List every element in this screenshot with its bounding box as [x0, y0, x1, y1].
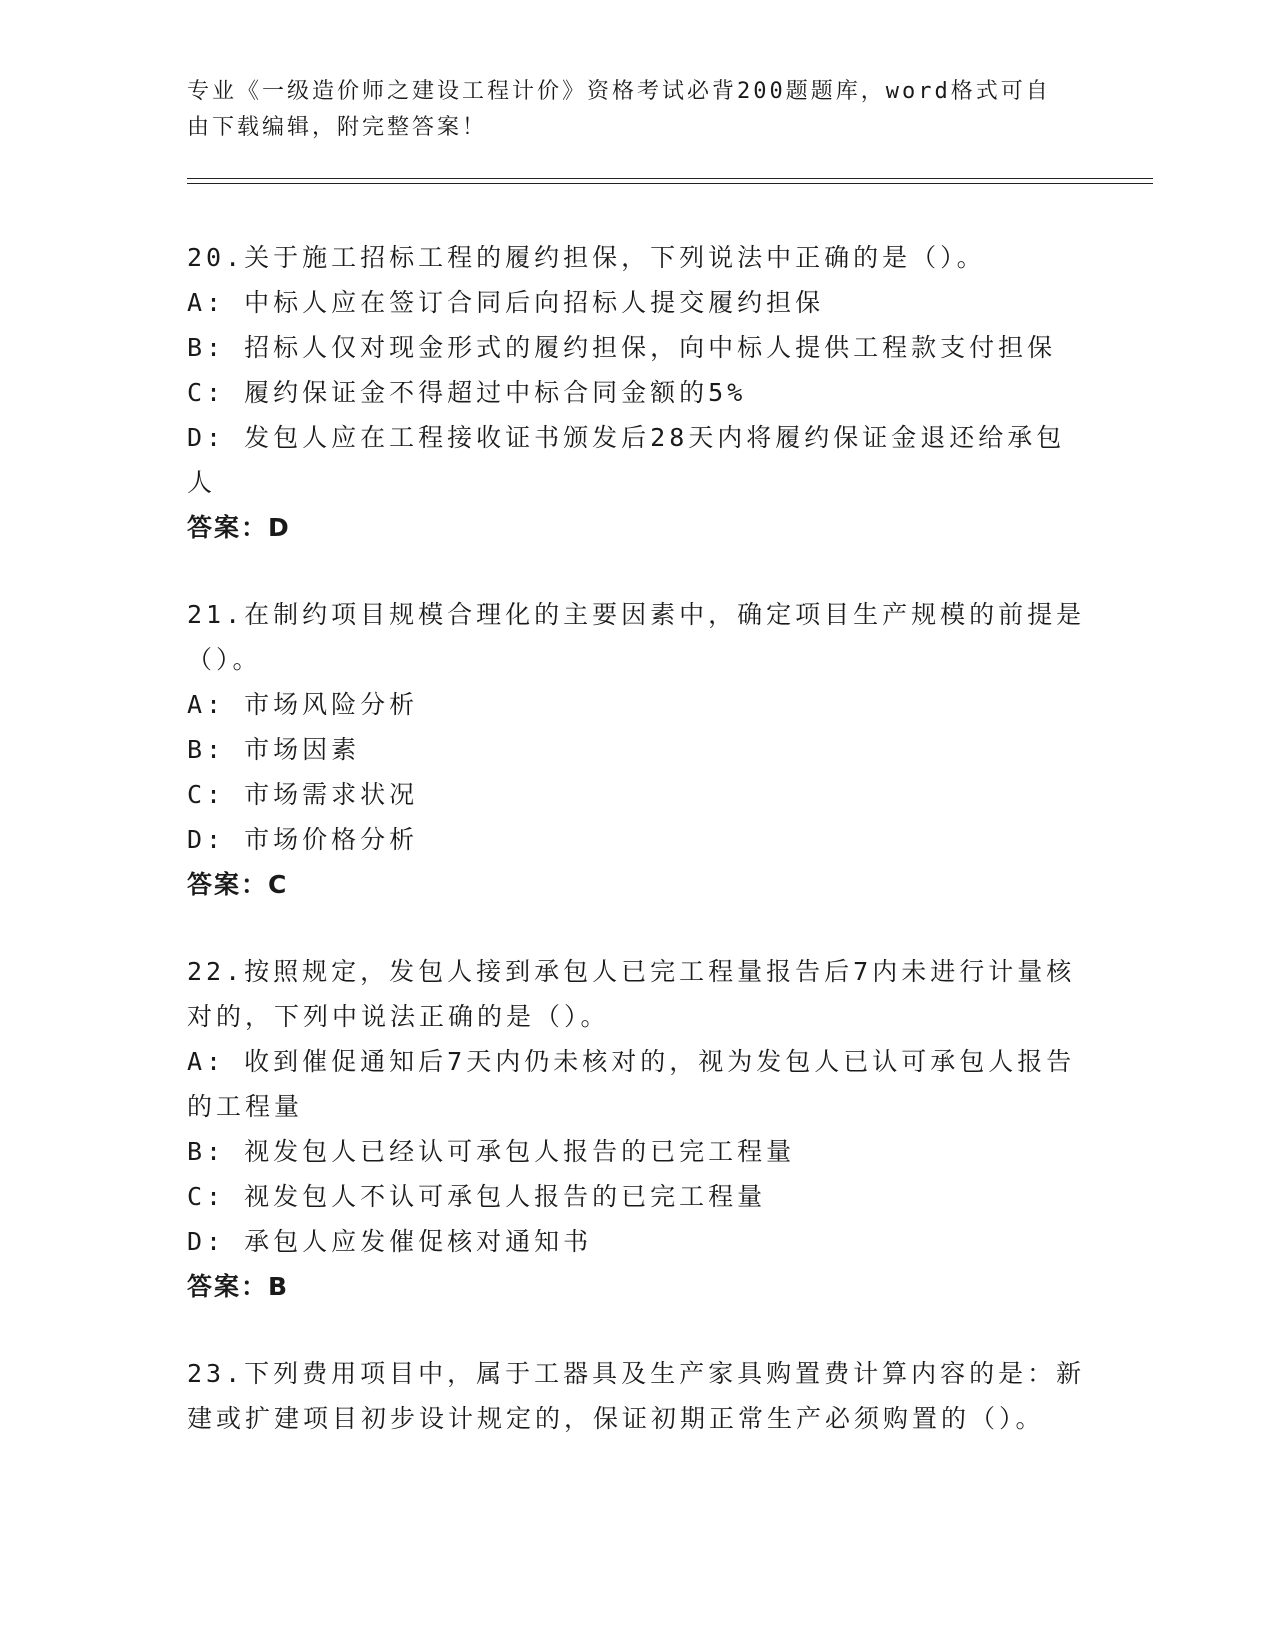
- option-b: B: 视发包人已经认可承包人报告的已完工程量: [187, 1137, 796, 1166]
- answer: 答案：C: [187, 870, 289, 899]
- question-stem: 22.按照规定，发包人接到承包人已完工程量报告后7内未进行计量核对的，下列中说法正确的是（）。: [187, 957, 1076, 1031]
- option-b: B: 招标人仅对现金形式的履约担保，向中标人提供工程款支付担保: [187, 333, 1057, 362]
- question-21: [187, 592, 1087, 907]
- option-a: A: 中标人应在签订合同后向招标人提交履约担保: [187, 288, 825, 317]
- question-23: [187, 1351, 1087, 1441]
- question-stem: 23.下列费用项目中，属于工器具及生产家具购置费计算内容的是：新建或扩建项目初步设计规定的，保证初期正常生产必须购置的（）。: [187, 1359, 1086, 1433]
- option-a: A: 市场风险分析: [187, 690, 419, 719]
- question-22: [187, 949, 1087, 1309]
- option-a: A: 收到催促通知后7天内仍未核对的，视为发包人已认可承包人报告的工程量: [187, 1047, 1076, 1121]
- answer: 答案：B: [187, 1272, 290, 1301]
- question-20: [187, 235, 1087, 550]
- answer: 答案：D: [187, 513, 291, 542]
- document-header: 专业《一级造价师之建设工程计价》资格考试必背200题题库，word格式可自由下载编辑，附完整答案！: [187, 79, 1051, 140]
- option-d: D: 发包人应在工程接收证书颁发后28天内将履约保证金退还给承包人: [187, 423, 1066, 497]
- option-c: C: 履约保证金不得超过中标合同金额的5%: [187, 378, 747, 407]
- header-divider-bottom: [187, 183, 1153, 184]
- option-b: B: 市场因素: [187, 735, 361, 764]
- option-c: C: 市场需求状况: [187, 780, 419, 809]
- question-list: [187, 235, 1087, 1483]
- option-d: D: 承包人应发催促核对通知书: [187, 1227, 593, 1256]
- header-divider-top: [187, 178, 1153, 179]
- question-stem: 21.在制约项目规模合理化的主要因素中，确定项目生产规模的前提是（）。: [187, 600, 1086, 674]
- option-d: D: 市场价格分析: [187, 825, 419, 854]
- option-c: C: 视发包人不认可承包人报告的已完工程量: [187, 1182, 767, 1211]
- question-stem: 20.关于施工招标工程的履约担保，下列说法中正确的是（）。: [187, 243, 986, 272]
